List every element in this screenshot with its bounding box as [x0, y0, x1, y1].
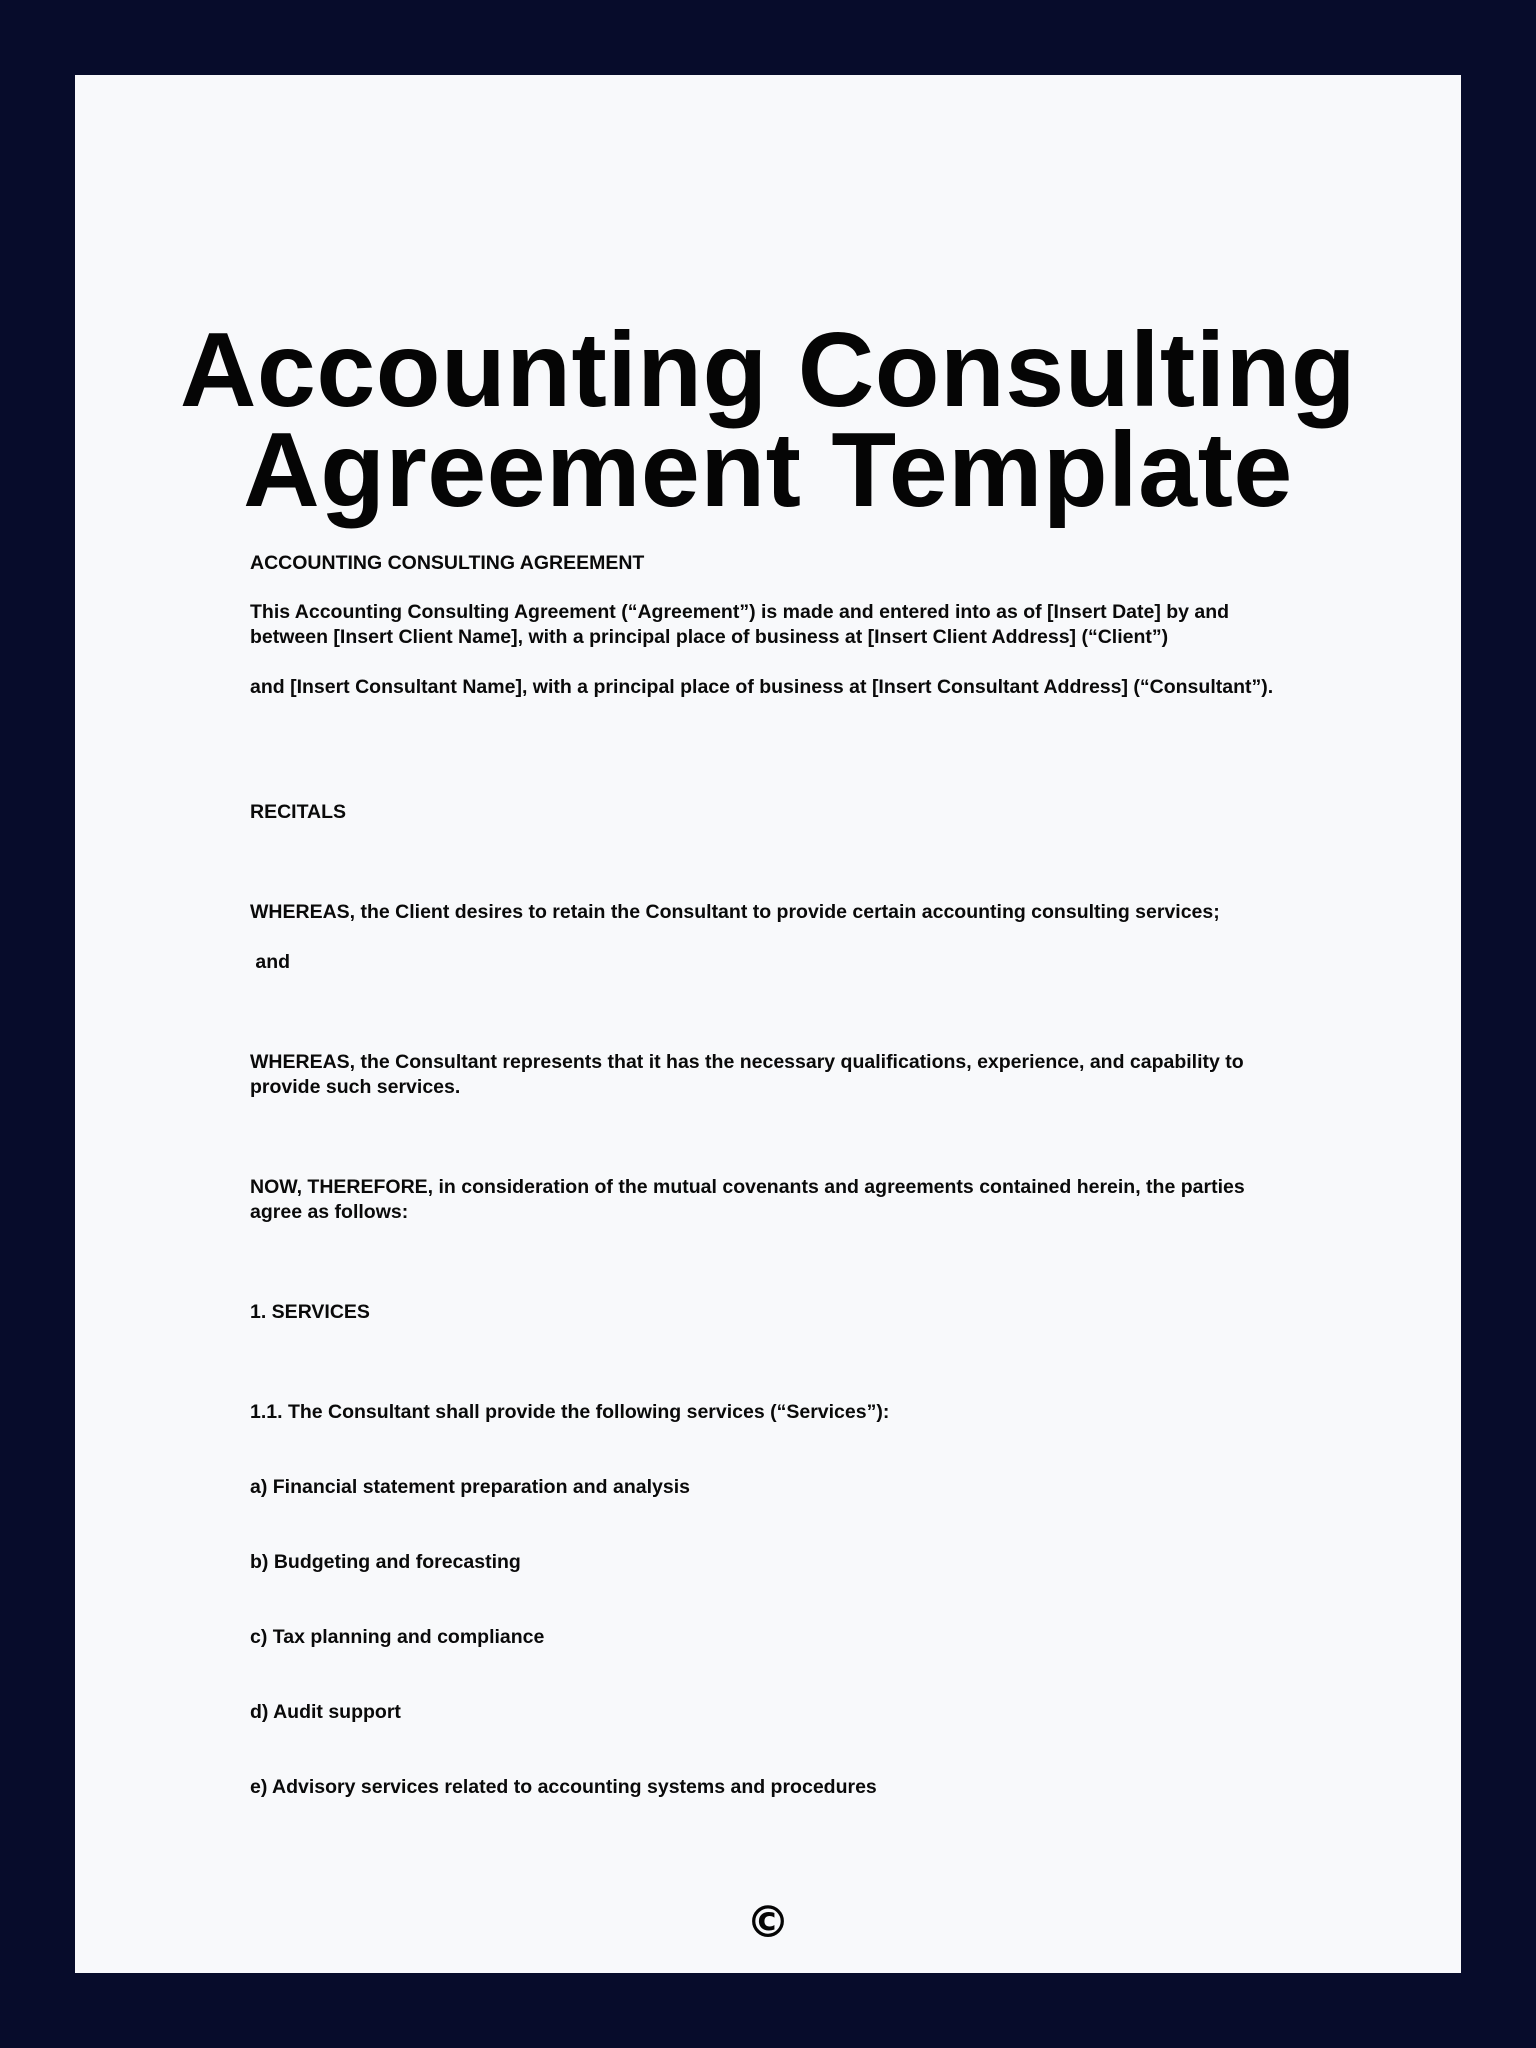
document-page: [75, 75, 1461, 1973]
agreement-heading: ACCOUNTING CONSULTING AGREEMENT: [250, 552, 645, 574]
clause-1-1: 1.1. The Consultant shall provide the following services (“Services”):: [250, 1401, 890, 1423]
whereas-clause-2: WHEREAS, the Consultant represents that it has the necessary qualifications, experience, and capability to provide such services.: [250, 1051, 1244, 1098]
title-line-1: Accounting Consulting: [179, 311, 1357, 429]
now-therefore-clause: NOW, THEREFORE, in consideration of the mutual covenants and agreements contained herein, the parties agree as follows:: [250, 1176, 1245, 1223]
title-line-2: Agreement Template: [243, 411, 1293, 529]
recitals-heading: RECITALS: [250, 801, 347, 823]
service-item-e: e) Advisory services related to accounting systems and procedures: [250, 1776, 877, 1798]
intro-paragraph-continued: and [Insert Consultant Name], with a principal place of business at [Insert Consultant Address] (“Consultant”).: [250, 676, 1274, 698]
service-item-c: c) Tax planning and compliance: [250, 1626, 545, 1648]
section-1-heading: 1. SERVICES: [250, 1301, 370, 1323]
intro-paragraph: This Accounting Consulting Agreement (“Agreement”) is made and entered into as of [Insert Date] by and between [Insert Client Name], with a principal place of business at [Insert Client Address] (“Client”): [250, 601, 1230, 648]
service-item-d: d) Audit support: [250, 1701, 401, 1723]
service-item-a: a) Financial statement preparation and analysis: [250, 1476, 690, 1498]
copyright-icon: ©: [746, 1897, 790, 1948]
and-connector: and: [250, 951, 291, 973]
document-title: [75, 311, 1461, 529]
whereas-clause-1: WHEREAS, the Client desires to retain the Consultant to provide certain accounting consulting services;: [250, 901, 1220, 923]
service-item-b: b) Budgeting and forecasting: [250, 1551, 521, 1573]
